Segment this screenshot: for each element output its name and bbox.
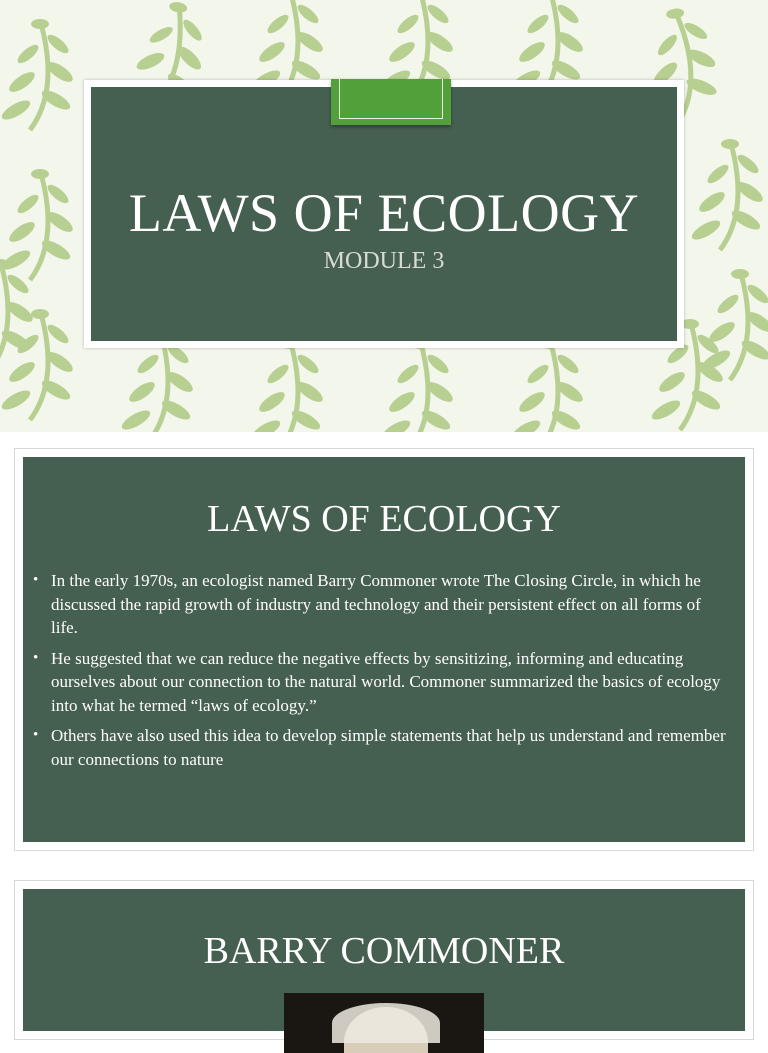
title-slide bbox=[0, 0, 768, 432]
portrait-slide bbox=[14, 880, 754, 1040]
slide-title: BARRY COMMONER bbox=[203, 930, 565, 972]
bullet-item bbox=[31, 647, 731, 718]
bullet-item bbox=[31, 724, 731, 771]
bullet-text: He suggested that we can reduce the negative effects by sensitizing, informing and educating ourselves about our connection to the natural world. Commoner summarized the basics of ecology into what he termed “laws of ecology.” bbox=[51, 648, 721, 715]
slide-subtitle: MODULE 3 bbox=[323, 248, 445, 274]
bullet-icon: • bbox=[33, 572, 39, 588]
title-frame bbox=[84, 80, 684, 348]
bullet-icon: • bbox=[33, 727, 39, 743]
title-panel bbox=[91, 87, 677, 341]
portrait-panel bbox=[23, 889, 745, 1031]
bullet-list bbox=[31, 569, 731, 778]
bullet-text: In the early 1970s, an ecologist named Barry Commoner wrote The Closing Circle, in which he discussed the rapid growth of industry and technology and their persistent effect on all forms of life. bbox=[51, 571, 701, 637]
portrait-photo bbox=[284, 993, 484, 1053]
content-slide bbox=[14, 448, 754, 851]
title-accent-tab bbox=[331, 79, 451, 125]
portrait-hair bbox=[332, 1003, 440, 1043]
content-panel bbox=[23, 457, 745, 842]
slide-title: LAWS OF ECOLOGY bbox=[207, 498, 561, 540]
bullet-icon: • bbox=[33, 649, 39, 666]
bullet-item bbox=[31, 569, 731, 640]
slide-title: LAWS OF ECOLOGY bbox=[128, 183, 640, 243]
bullet-text: Others have also used this idea to develop simple statements that help us understand and remember our connections to nature bbox=[51, 726, 726, 769]
